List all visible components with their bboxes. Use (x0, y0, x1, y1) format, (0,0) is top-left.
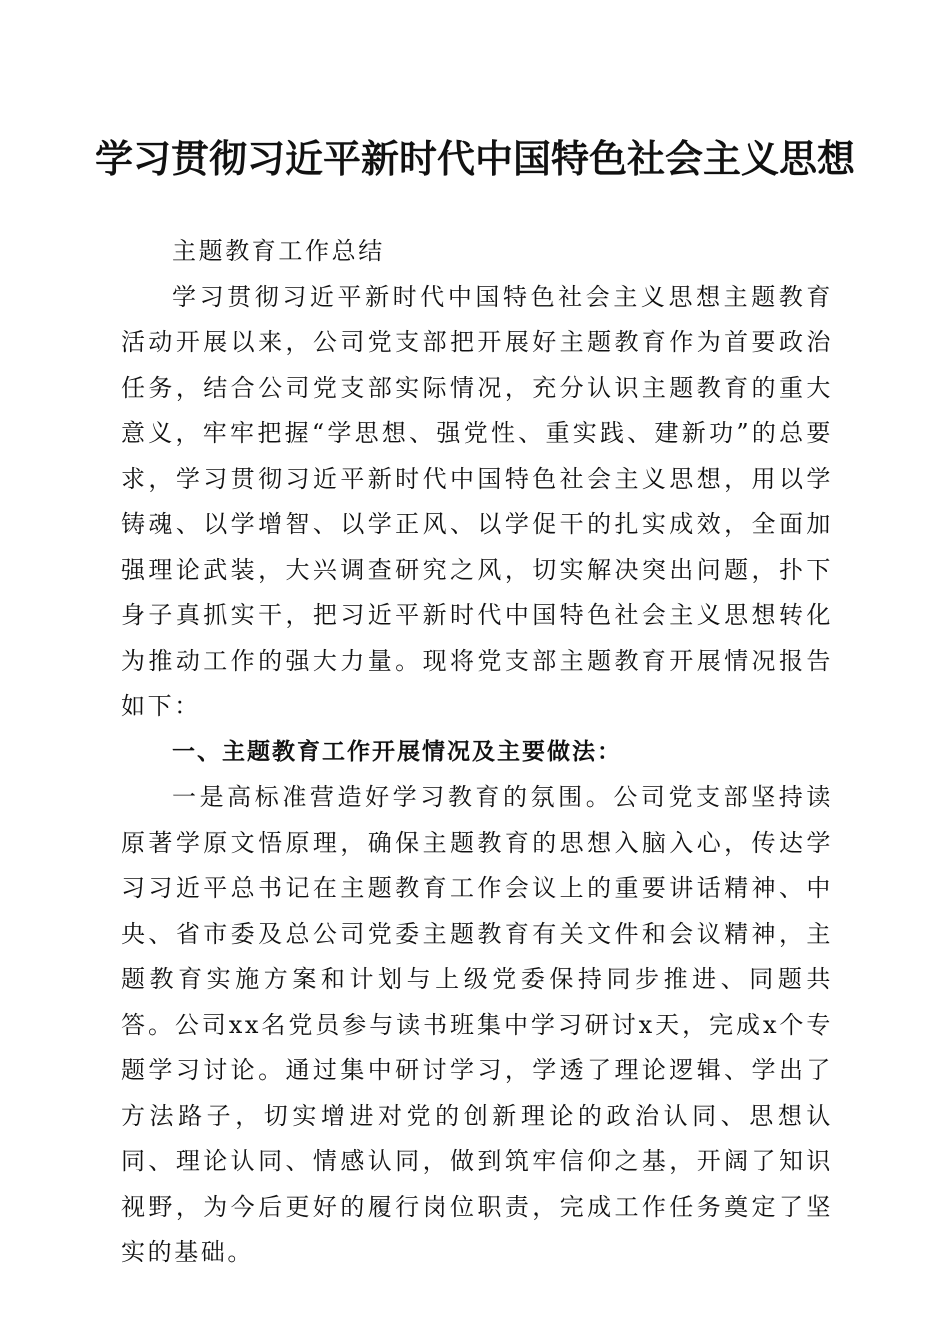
intro-paragraph: 学习贯彻习近平新时代中国特色社会主义思想主题教育活动开展以来，公司党支部把开展好主题教育作为首要政治任务，结合公司党支部实际情况，充分认识主题教育的重大意义，牢牢把握“学思想、强党性、重实践、建新功”的总要求，学习贯彻习近平新时代中国特色社会主义思想，用以学铸魂、以学增智、以学正风、以学促干的扎实成效，全面加强理论武装，大兴调查研究之风，切实解决突出问题，扑下身子真抓实干，把习近平新时代中国特色社会主义思想转化为推动工作的强大力量。现将党支部主题教育开展情况报告如下： (121, 282, 833, 720)
document-subtitle: 主题教育工作总结 (172, 237, 385, 265)
section-heading: 一、主题教育工作开展情况及主要做法： (172, 738, 622, 765)
section-paragraph-lead: 一是高标准营造好学习教育的氛围。 (172, 783, 614, 811)
section-paragraph (121, 775, 833, 1276)
section-paragraph-body: 公司党支部坚持读原著学原文悟原理，确保主题教育的思想入脑入心，传达学习习近平总书记在主题教育工作会议上的重要讲话精神、中央、省市委及总公司党委主题教育有关文件和会议精神，主题教育实施方案和计划与上级党委保持同步推进、同题共答。公司xx名党员参与读书班集中学习研讨x天，完成x个专题学习讨论。通过集中研讨学习，学透了理论逻辑、学出了方法路子，切实增进对党的创新理论的政治认同、思想认同、理论认同、情感认同，做到筑牢信仰之基，开阔了知识视野，为今后更好的履行岗位职责，完成工作任务奠定了坚实的基础。 (121, 783, 833, 1266)
document-title: 学习贯彻习近平新时代中国特色社会主义思想 (94, 137, 855, 181)
document-body (121, 229, 833, 1276)
